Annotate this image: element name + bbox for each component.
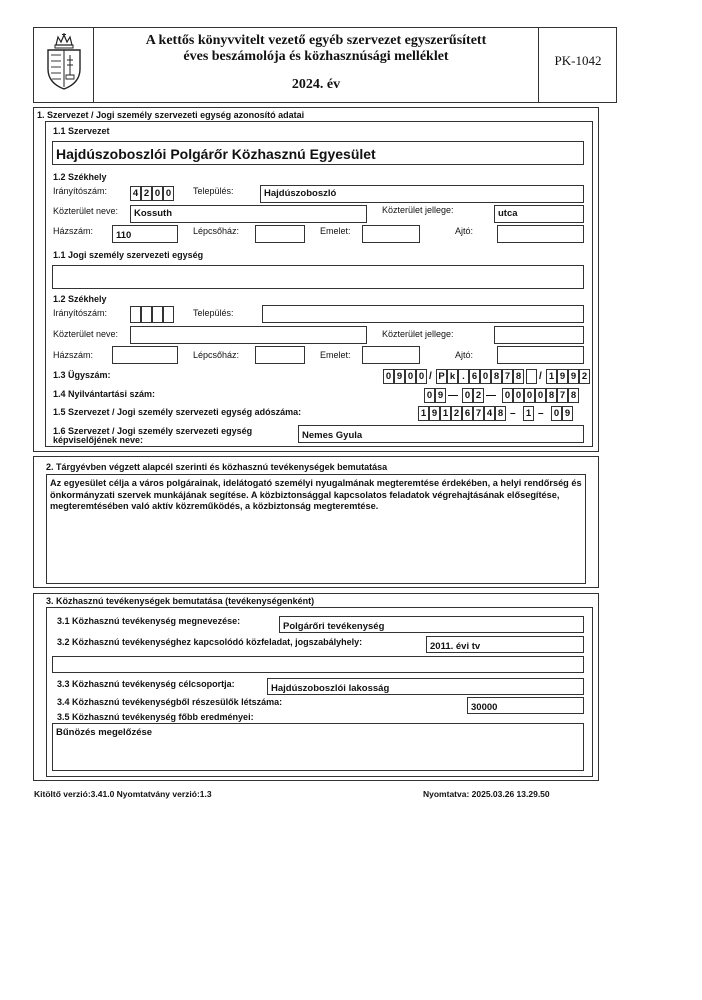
case-no-digit[interactable]: 8 (513, 369, 524, 384)
reg-no-dash: — (448, 390, 458, 401)
case-no-digit[interactable]: 9 (568, 369, 579, 384)
tax-no-dash: – (510, 408, 516, 419)
case-no-digit[interactable]: 0 (416, 369, 427, 384)
reg-no-digit[interactable]: 0 (524, 388, 535, 403)
public-task-label: 3.2 Közhasznú tevékenységhez kapcsolódó közfeladat, jogszabályhely: (57, 637, 363, 647)
case-no-digit[interactable]: 6 (469, 369, 480, 384)
case-no-digit[interactable]: 0 (383, 369, 394, 384)
case-no-digit[interactable]: 7 (502, 369, 513, 384)
seat1-zip-digit[interactable]: 0 (152, 186, 163, 201)
seat2-house-label: Házszám: (53, 350, 94, 360)
seat1-door-label: Ajtó: (455, 226, 474, 236)
seat1-floor-label: Emelet: (320, 226, 351, 236)
seat2-stair-label: Lépcsőház: (193, 350, 240, 360)
section2-heading: 2. Tárgyévben végzett alapcél szerinti és közhasznú tevékenységek bemutatása (46, 462, 388, 472)
reg-no-digit[interactable]: 9 (435, 388, 446, 403)
tax-no-label: 1.5 Szervezet / Jogi személy szervezeti egység adószáma: (53, 407, 302, 417)
coat-of-arms-icon (44, 33, 84, 91)
rep-name-field[interactable]: Nemes Gyula (298, 425, 584, 443)
seat2-street-field[interactable] (130, 326, 367, 344)
seat2-zip-digit[interactable] (163, 306, 174, 323)
form-code: PK-1042 (554, 53, 602, 68)
section2-text-area[interactable]: Az egyesület célja a város polgárainak, idelátogató személyi nyugalmának megteremtése érdekében, a helyi rendőrség és önkormányzati szervek munkájának segítése. A közbiztonsággal kapcsolatos feladatok végrehajtásának elősegítése, megteremtésében való aktív közreműködés, a közbiztonság megteremtése. (46, 474, 586, 584)
reg-no-digit[interactable]: 0 (502, 388, 513, 403)
target-group-label: 3.3 Közhasznú tevékenység célcsoportja: (57, 679, 235, 689)
seat2-street-type-label: Közterület jellege: (382, 329, 454, 339)
seat1-street-type-label: Közterület jellege: (382, 205, 454, 215)
case-no-slash: / (539, 371, 542, 382)
seat2-floor-label: Emelet: (320, 350, 351, 360)
reg-no-digit[interactable]: 8 (568, 388, 579, 403)
footer-version: Kitöltő verzió:3.41.0 Nyomtatvány verzió:1.3 (34, 789, 212, 799)
case-no-label: 1.3 Ügyszám: (53, 370, 111, 380)
form-title-line2: éves beszámolója és közhasznúsági melléklet (183, 49, 449, 64)
seat2-floor-field[interactable] (362, 346, 420, 364)
seat1-heading: 1.2 Székhely (53, 172, 107, 182)
section3-heading: 3. Közhasznú tevékenységek bemutatása (tevékenységenként) (46, 596, 315, 606)
seat1-city-label: Település: (193, 186, 234, 196)
seat1-zip-digit[interactable]: 0 (163, 186, 174, 201)
seat2-street-type-field[interactable] (494, 326, 584, 344)
seat1-zip-digit[interactable]: 4 (130, 186, 141, 201)
seat1-house-label: Házszám: (53, 226, 94, 236)
reg-no-digit[interactable]: 0 (513, 388, 524, 403)
tax-no-digit[interactable]: 1 (418, 406, 429, 421)
seat2-door-label: Ajtó: (455, 350, 474, 360)
beneficiaries-label: 3.4 Közhasznú tevékenységből részesülők létszáma: (57, 697, 283, 707)
seat2-street-label: Közterület neve: (53, 329, 119, 339)
rep-label-line2: képviselőjének neve: (53, 435, 144, 445)
case-no-digit[interactable]: k (447, 369, 458, 384)
reg-no-digit[interactable]: 0 (535, 388, 546, 403)
seat2-zip-label: Irányítószám: (53, 308, 108, 318)
tax-no-digit[interactable]: 1 (440, 406, 451, 421)
unit-name-field[interactable] (52, 265, 584, 289)
activity-name-label: 3.1 Közhasznú tevékenység megnevezése: (57, 616, 241, 626)
seat2-city-label: Település: (193, 308, 234, 318)
org-name-field[interactable]: Hajdúszoboszlói Polgárőr Közhasznú Egyesület (52, 141, 584, 165)
case-no-digit[interactable]: 1 (546, 369, 557, 384)
reg-no-digit[interactable]: 8 (546, 388, 557, 403)
seat2-stair-field[interactable] (255, 346, 305, 364)
seat1-door-field[interactable] (497, 225, 584, 243)
seat1-street-field[interactable]: Kossuth (130, 205, 367, 223)
seat2-zip-digit[interactable] (141, 306, 152, 323)
results-field[interactable]: Bűnözés megelőzése (52, 723, 584, 771)
activity-name-field[interactable]: Polgárőri tevékenység (279, 616, 584, 633)
seat1-house-field[interactable]: 110 (112, 225, 178, 243)
seat1-floor-field[interactable] (362, 225, 420, 243)
tax-no-digit[interactable]: 7 (473, 406, 484, 421)
case-no-digit[interactable]: 0 (480, 369, 491, 384)
case-no-digit[interactable]: 8 (491, 369, 502, 384)
reg-no-digit[interactable]: 2 (473, 388, 484, 403)
form-title-line1: A kettős könyvvitelt vezető egyéb szervezet egyszerűsített (145, 33, 487, 48)
tax-no-dash: – (538, 408, 544, 419)
footer-printed: Nyomtatva: 2025.03.26 13.29.50 (423, 789, 550, 799)
seat1-street-label: Közterület neve: (53, 206, 119, 216)
seat2-heading: 1.2 Székhely (53, 294, 107, 304)
rep-label-line1: 1.6 Szervezet / Jogi személy szervezeti egység (53, 426, 253, 436)
results-label: 3.5 Közhasznú tevékenység főbb eredményei: (57, 712, 254, 722)
org-heading: 1.1 Szervezet (53, 126, 110, 136)
seat2-city-field[interactable] (262, 305, 584, 323)
reg-no-label: 1.4 Nyilvántartási szám: (53, 389, 156, 399)
case-no-digit[interactable]: 2 (579, 369, 590, 384)
seat2-door-field[interactable] (497, 346, 584, 364)
seat1-city-field[interactable]: Hajdúszoboszló (260, 185, 584, 203)
seat1-stair-label: Lépcsőház: (193, 226, 240, 236)
case-no-digit[interactable]: P (436, 369, 447, 384)
reg-no-digit[interactable]: 0 (462, 388, 473, 403)
seat1-street-type-field[interactable]: utca (494, 205, 584, 223)
seat2-house-field[interactable] (112, 346, 178, 364)
section1-heading: 1. Szervezet / Jogi személy szervezeti egység azonosító adatai (37, 110, 305, 120)
seat1-stair-field[interactable] (255, 225, 305, 243)
tax-no-digit[interactable]: 4 (484, 406, 495, 421)
tax-no-digit[interactable]: 0 (551, 406, 562, 421)
case-no-digit[interactable]: 9 (557, 369, 568, 384)
reg-no-digit[interactable]: 0 (424, 388, 435, 403)
form-year: 2024. év (291, 77, 341, 92)
tax-no-digit[interactable]: 2 (451, 406, 462, 421)
tax-no-digit[interactable]: 1 (523, 406, 534, 421)
seat2-zip-digit[interactable] (130, 306, 141, 323)
beneficiaries-field[interactable]: 30000 (467, 697, 584, 714)
public-task-field[interactable]: 2011. évi tv (426, 636, 584, 653)
case-no-slash: / (429, 371, 432, 382)
tax-no-digit[interactable]: 9 (562, 406, 573, 421)
seat2-zip-digit[interactable] (152, 306, 163, 323)
case-no-digit[interactable]: 9 (394, 369, 405, 384)
case-no-digit[interactable] (526, 369, 537, 384)
seat1-zip-label: Irányítószám: (53, 186, 108, 196)
case-no-digit[interactable]: 0 (405, 369, 416, 384)
public-task-extra-field[interactable] (52, 656, 584, 673)
reg-no-digit[interactable]: 7 (557, 388, 568, 403)
case-no-digit[interactable]: . (458, 369, 469, 384)
unit-heading: 1.1 Jogi személy szervezeti egység (53, 250, 204, 260)
reg-no-dash: — (486, 390, 496, 401)
tax-no-digit[interactable]: 6 (462, 406, 473, 421)
seat1-zip-digit[interactable]: 2 (141, 186, 152, 201)
target-group-field[interactable]: Hajdúszoboszlói lakosság (267, 678, 584, 695)
tax-no-digit[interactable]: 9 (429, 406, 440, 421)
tax-no-digit[interactable]: 8 (495, 406, 506, 421)
